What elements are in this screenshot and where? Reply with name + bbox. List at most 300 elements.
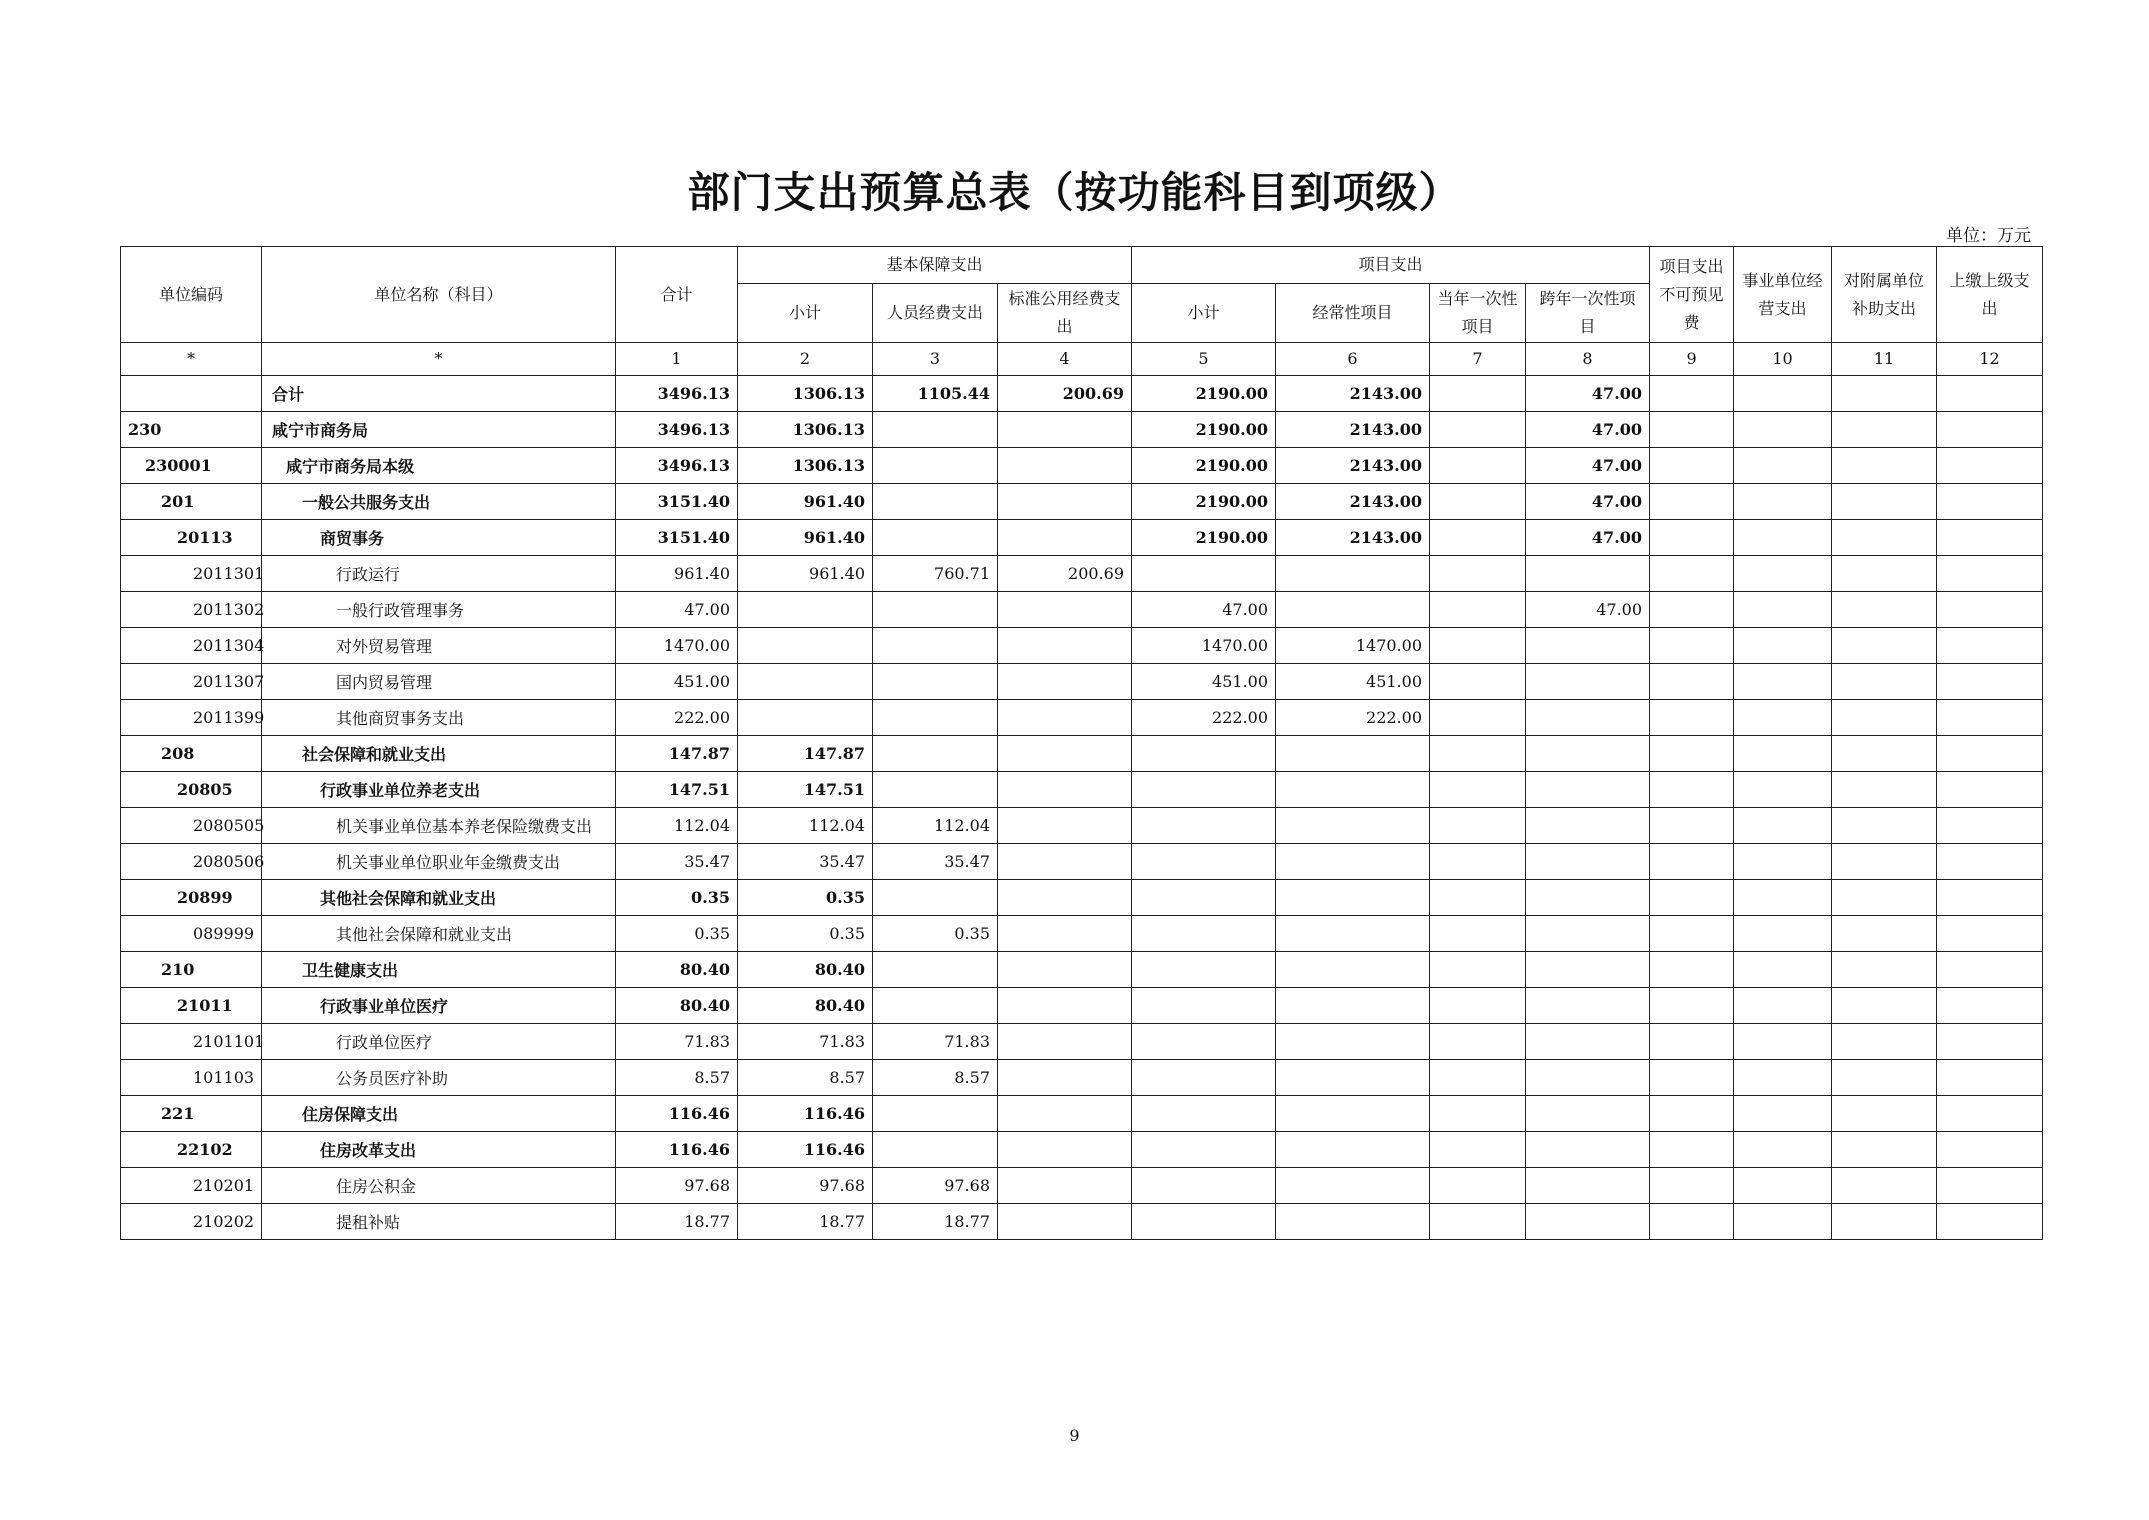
- amount-cell: [873, 664, 998, 700]
- header-upper: 上缴上级支出: [1937, 247, 2043, 343]
- table-row: [121, 376, 2043, 412]
- amount-cell: [873, 448, 998, 484]
- amount-cell: [1832, 1060, 1937, 1096]
- amount-cell: [1832, 376, 1937, 412]
- amount-cell: [1650, 1024, 1734, 1060]
- amount-cell: [1832, 556, 1937, 592]
- amount-cell: 1105.44: [873, 376, 998, 412]
- index-cell: 8: [1526, 343, 1650, 376]
- index-cell: 11: [1832, 343, 1937, 376]
- amount-cell: [1132, 736, 1276, 772]
- amount-cell: [1832, 1024, 1937, 1060]
- amount-cell: [1937, 1024, 2043, 1060]
- amount-cell: [1734, 1060, 1832, 1096]
- table-row: [121, 808, 2043, 844]
- amount-cell: 2190.00: [1132, 376, 1276, 412]
- unit-name-cell: 咸宁市商务局: [262, 412, 616, 448]
- amount-cell: [1526, 952, 1650, 988]
- amount-cell: 3151.40: [616, 484, 738, 520]
- unit-code-cell: [121, 376, 262, 412]
- amount-cell: [873, 880, 998, 916]
- amount-cell: [873, 1096, 998, 1132]
- amount-cell: 35.47: [738, 844, 873, 880]
- amount-cell: [1937, 772, 2043, 808]
- amount-cell: [1650, 772, 1734, 808]
- table-row: [121, 1060, 2043, 1096]
- table-row: [121, 592, 2043, 628]
- amount-cell: 80.40: [616, 952, 738, 988]
- amount-cell: 112.04: [616, 808, 738, 844]
- unit-name-cell: 行政事业单位养老支出: [262, 772, 616, 808]
- amount-cell: [1734, 952, 1832, 988]
- table-row: [121, 556, 2043, 592]
- table-row: [121, 736, 2043, 772]
- header-code: 单位编码: [121, 247, 262, 343]
- header-total: 合计: [616, 247, 738, 343]
- amount-cell: [1526, 916, 1650, 952]
- amount-cell: [1430, 1060, 1526, 1096]
- amount-cell: [998, 916, 1132, 952]
- amount-cell: 0.35: [616, 916, 738, 952]
- table-body: [121, 376, 2043, 1240]
- amount-cell: [1526, 1168, 1650, 1204]
- amount-cell: [1132, 1060, 1276, 1096]
- amount-cell: 18.77: [873, 1204, 998, 1240]
- amount-cell: [1276, 808, 1430, 844]
- amount-cell: [1526, 1204, 1650, 1240]
- unit-name-cell: 提租补贴: [262, 1204, 616, 1240]
- table-row: [121, 1096, 2043, 1132]
- amount-cell: [1937, 880, 2043, 916]
- unit-code-cell: 230: [121, 412, 262, 448]
- amount-cell: [1132, 1204, 1276, 1240]
- amount-cell: [1734, 736, 1832, 772]
- amount-cell: [1526, 772, 1650, 808]
- amount-cell: [1276, 592, 1430, 628]
- unit-code-cell: 22102: [121, 1132, 262, 1168]
- index-cell: *: [262, 343, 616, 376]
- table-row: [121, 1132, 2043, 1168]
- amount-cell: 116.46: [738, 1132, 873, 1168]
- amount-cell: [1734, 412, 1832, 448]
- amount-cell: [998, 1024, 1132, 1060]
- index-cell: *: [121, 343, 262, 376]
- amount-cell: [1734, 988, 1832, 1024]
- unit-code-cell: 20805: [121, 772, 262, 808]
- table-row: [121, 988, 2043, 1024]
- amount-cell: [1832, 412, 1937, 448]
- amount-cell: [998, 952, 1132, 988]
- amount-cell: [998, 1060, 1132, 1096]
- amount-cell: 2143.00: [1276, 484, 1430, 520]
- amount-cell: [1430, 1204, 1526, 1240]
- amount-cell: [1430, 844, 1526, 880]
- amount-cell: [1650, 1204, 1734, 1240]
- amount-cell: 3496.13: [616, 448, 738, 484]
- amount-cell: 97.68: [616, 1168, 738, 1204]
- amount-cell: [873, 1132, 998, 1168]
- amount-cell: [1832, 592, 1937, 628]
- amount-cell: [1832, 880, 1937, 916]
- amount-cell: 47.00: [1526, 448, 1650, 484]
- amount-cell: 8.57: [616, 1060, 738, 1096]
- amount-cell: [1832, 916, 1937, 952]
- amount-cell: [1650, 592, 1734, 628]
- amount-cell: [1430, 484, 1526, 520]
- amount-cell: 0.35: [873, 916, 998, 952]
- amount-cell: [1937, 808, 2043, 844]
- amount-cell: [738, 592, 873, 628]
- amount-cell: [738, 700, 873, 736]
- amount-cell: [1937, 1132, 2043, 1168]
- amount-cell: [1276, 844, 1430, 880]
- table-row: [121, 484, 2043, 520]
- unit-name-cell: 一般行政管理事务: [262, 592, 616, 628]
- amount-cell: [873, 736, 998, 772]
- amount-cell: 961.40: [616, 556, 738, 592]
- amount-cell: [1734, 628, 1832, 664]
- amount-cell: [1430, 988, 1526, 1024]
- index-cell: 4: [998, 343, 1132, 376]
- amount-cell: [1430, 376, 1526, 412]
- unit-name-cell: 公务员医疗补助: [262, 1060, 616, 1096]
- amount-cell: [1937, 412, 2043, 448]
- amount-cell: [998, 988, 1132, 1024]
- amount-cell: [1650, 916, 1734, 952]
- unit-code-cell: 201: [121, 484, 262, 520]
- amount-cell: [1650, 808, 1734, 844]
- amount-cell: [1937, 664, 2043, 700]
- amount-cell: [873, 700, 998, 736]
- unit-code-cell: 2011307: [121, 664, 262, 700]
- amount-cell: [1937, 1204, 2043, 1240]
- amount-cell: [1526, 1024, 1650, 1060]
- amount-cell: [1526, 1132, 1650, 1168]
- amount-cell: [1832, 772, 1937, 808]
- unit-name-cell: 机关事业单位基本养老保险缴费支出: [262, 808, 616, 844]
- amount-cell: [1430, 556, 1526, 592]
- amount-cell: [1937, 520, 2043, 556]
- header-unpredictable: 项目支出不可预见费: [1650, 247, 1734, 343]
- amount-cell: [1276, 916, 1430, 952]
- amount-cell: [998, 700, 1132, 736]
- index-cell: 2: [738, 343, 873, 376]
- amount-cell: 71.83: [738, 1024, 873, 1060]
- amount-cell: [1276, 1132, 1430, 1168]
- amount-cell: [1276, 1168, 1430, 1204]
- amount-cell: [1734, 520, 1832, 556]
- amount-cell: [1526, 844, 1650, 880]
- amount-cell: [1526, 880, 1650, 916]
- amount-cell: [1650, 448, 1734, 484]
- amount-cell: 0.35: [616, 880, 738, 916]
- unit-code-cell: 2011304: [121, 628, 262, 664]
- amount-cell: 0.35: [738, 880, 873, 916]
- amount-cell: [1734, 1168, 1832, 1204]
- amount-cell: [738, 628, 873, 664]
- amount-cell: [1526, 664, 1650, 700]
- amount-cell: [1526, 1060, 1650, 1096]
- budget-table: [120, 246, 2043, 1240]
- amount-cell: [1276, 1096, 1430, 1132]
- amount-cell: [1650, 844, 1734, 880]
- amount-cell: [1650, 664, 1734, 700]
- index-cell: 1: [616, 343, 738, 376]
- amount-cell: [1526, 700, 1650, 736]
- amount-cell: [1734, 1096, 1832, 1132]
- amount-cell: [1734, 1132, 1832, 1168]
- amount-cell: 2143.00: [1276, 376, 1430, 412]
- amount-cell: [1734, 772, 1832, 808]
- amount-cell: 18.77: [616, 1204, 738, 1240]
- amount-cell: [1430, 772, 1526, 808]
- amount-cell: [1650, 1096, 1734, 1132]
- table-row: [121, 1204, 2043, 1240]
- header-basic-group: 基本保障支出: [738, 247, 1132, 284]
- header-business: 事业单位经营支出: [1734, 247, 1832, 343]
- amount-cell: [1734, 916, 1832, 952]
- amount-cell: 961.40: [738, 556, 873, 592]
- header-standard-public: 标准公用经费支出: [998, 284, 1132, 343]
- unit-name-cell: 卫生健康支出: [262, 952, 616, 988]
- amount-cell: [873, 628, 998, 664]
- amount-cell: [1832, 448, 1937, 484]
- amount-cell: [998, 880, 1132, 916]
- amount-cell: [873, 772, 998, 808]
- amount-cell: [1430, 628, 1526, 664]
- amount-cell: [1430, 916, 1526, 952]
- amount-cell: [1276, 772, 1430, 808]
- amount-cell: 3496.13: [616, 376, 738, 412]
- amount-cell: 71.83: [873, 1024, 998, 1060]
- amount-cell: [1937, 556, 2043, 592]
- header-basic-subtotal: 小计: [738, 284, 873, 343]
- amount-cell: [1650, 736, 1734, 772]
- amount-cell: 3151.40: [616, 520, 738, 556]
- amount-cell: [998, 520, 1132, 556]
- amount-cell: 1470.00: [616, 628, 738, 664]
- amount-cell: [1430, 412, 1526, 448]
- header-recurring: 经常性项目: [1276, 284, 1430, 343]
- unit-code-cell: 2011301: [121, 556, 262, 592]
- amount-cell: 71.83: [616, 1024, 738, 1060]
- header-project-subtotal: 小计: [1132, 284, 1276, 343]
- amount-cell: 35.47: [616, 844, 738, 880]
- amount-cell: [1132, 988, 1276, 1024]
- amount-cell: [873, 520, 998, 556]
- amount-cell: 2143.00: [1276, 520, 1430, 556]
- amount-cell: [1430, 664, 1526, 700]
- amount-cell: [1734, 376, 1832, 412]
- amount-cell: 222.00: [616, 700, 738, 736]
- unit-name-cell: 一般公共服务支出: [262, 484, 616, 520]
- amount-cell: 961.40: [738, 520, 873, 556]
- amount-cell: [998, 1132, 1132, 1168]
- amount-cell: [998, 736, 1132, 772]
- unit-code-cell: 2101101: [121, 1024, 262, 1060]
- amount-cell: [1430, 520, 1526, 556]
- amount-cell: [1650, 880, 1734, 916]
- unit-code-cell: 210: [121, 952, 262, 988]
- amount-cell: [1430, 700, 1526, 736]
- amount-cell: 760.71: [873, 556, 998, 592]
- table-row: [121, 412, 2043, 448]
- unit-code-cell: 2080506: [121, 844, 262, 880]
- amount-cell: [1276, 556, 1430, 592]
- amount-cell: 451.00: [1276, 664, 1430, 700]
- amount-cell: [998, 448, 1132, 484]
- table-row: [121, 844, 2043, 880]
- unit-code-cell: 221: [121, 1096, 262, 1132]
- amount-cell: [1734, 1204, 1832, 1240]
- index-cell: 3: [873, 343, 998, 376]
- amount-cell: [998, 1204, 1132, 1240]
- amount-cell: [1832, 520, 1937, 556]
- amount-cell: 200.69: [998, 556, 1132, 592]
- amount-cell: 200.69: [998, 376, 1132, 412]
- amount-cell: [1430, 1096, 1526, 1132]
- amount-cell: [1430, 448, 1526, 484]
- amount-cell: [1276, 1204, 1430, 1240]
- amount-cell: [1832, 736, 1937, 772]
- amount-cell: [1276, 736, 1430, 772]
- amount-cell: 222.00: [1132, 700, 1276, 736]
- header-project-group: 项目支出: [1132, 247, 1650, 284]
- amount-cell: [1937, 1060, 2043, 1096]
- table-row: [121, 1168, 2043, 1204]
- amount-cell: [1832, 484, 1937, 520]
- amount-cell: 1306.13: [738, 448, 873, 484]
- amount-cell: [1650, 628, 1734, 664]
- unit-code-cell: 20113: [121, 520, 262, 556]
- amount-cell: [873, 952, 998, 988]
- index-cell: 7: [1430, 343, 1526, 376]
- unit-code-cell: 210201: [121, 1168, 262, 1204]
- amount-cell: [1650, 1168, 1734, 1204]
- table-row: [121, 772, 2043, 808]
- amount-cell: 1306.13: [738, 412, 873, 448]
- amount-cell: [1832, 1204, 1937, 1240]
- amount-cell: [1937, 736, 2043, 772]
- amount-cell: [1937, 628, 2043, 664]
- amount-cell: [1937, 592, 2043, 628]
- amount-cell: [1734, 556, 1832, 592]
- amount-cell: 116.46: [738, 1096, 873, 1132]
- amount-cell: [1832, 988, 1937, 1024]
- unit-code-cell: 20899: [121, 880, 262, 916]
- amount-cell: 112.04: [873, 808, 998, 844]
- table-row: [121, 628, 2043, 664]
- amount-cell: [998, 844, 1132, 880]
- amount-cell: [1430, 1168, 1526, 1204]
- amount-cell: [1276, 1024, 1430, 1060]
- unit-name-cell: 行政单位医疗: [262, 1024, 616, 1060]
- amount-cell: [1832, 1132, 1937, 1168]
- amount-cell: 18.77: [738, 1204, 873, 1240]
- header-personnel: 人员经费支出: [873, 284, 998, 343]
- header-onetime-current: 当年一次性项目: [1430, 284, 1526, 343]
- unit-name-cell: 商贸事务: [262, 520, 616, 556]
- amount-cell: [1430, 736, 1526, 772]
- amount-cell: [998, 1096, 1132, 1132]
- unit-name-cell: 行政运行: [262, 556, 616, 592]
- amount-cell: [998, 664, 1132, 700]
- unit-name-cell: 合计: [262, 376, 616, 412]
- amount-cell: [1734, 448, 1832, 484]
- amount-cell: [1430, 592, 1526, 628]
- amount-cell: [1832, 664, 1937, 700]
- amount-cell: [1832, 628, 1937, 664]
- amount-cell: [873, 412, 998, 448]
- amount-cell: [1132, 1096, 1276, 1132]
- amount-cell: [1526, 988, 1650, 1024]
- amount-cell: [1734, 880, 1832, 916]
- header-index-row: [121, 343, 2043, 376]
- amount-cell: [1734, 700, 1832, 736]
- amount-cell: [1832, 808, 1937, 844]
- unit-code-cell: 208: [121, 736, 262, 772]
- amount-cell: 2190.00: [1132, 520, 1276, 556]
- amount-cell: [998, 628, 1132, 664]
- unit-code-cell: 210202: [121, 1204, 262, 1240]
- amount-cell: [1650, 412, 1734, 448]
- amount-cell: 47.00: [1526, 412, 1650, 448]
- amount-cell: [1650, 484, 1734, 520]
- amount-cell: 2143.00: [1276, 412, 1430, 448]
- table-row: [121, 700, 2043, 736]
- page-title: 部门支出预算总表（按功能科目到项级）: [687, 168, 1462, 217]
- amount-cell: 2190.00: [1132, 412, 1276, 448]
- amount-cell: [998, 412, 1132, 448]
- amount-cell: 1470.00: [1132, 628, 1276, 664]
- unit-name-cell: 对外贸易管理: [262, 628, 616, 664]
- amount-cell: [1650, 556, 1734, 592]
- table-row: [121, 448, 2043, 484]
- unit-code-cell: 2011399: [121, 700, 262, 736]
- amount-cell: [873, 484, 998, 520]
- amount-cell: [1132, 808, 1276, 844]
- amount-cell: [1132, 880, 1276, 916]
- amount-cell: 2143.00: [1276, 448, 1430, 484]
- unit-name-cell: 国内贸易管理: [262, 664, 616, 700]
- amount-cell: [1650, 952, 1734, 988]
- amount-cell: 1306.13: [738, 376, 873, 412]
- amount-cell: [873, 592, 998, 628]
- amount-cell: [1276, 988, 1430, 1024]
- amount-cell: [1650, 988, 1734, 1024]
- amount-cell: 35.47: [873, 844, 998, 880]
- unit-code-cell: 230001: [121, 448, 262, 484]
- amount-cell: [998, 1168, 1132, 1204]
- amount-cell: [1734, 808, 1832, 844]
- amount-cell: [1430, 1024, 1526, 1060]
- amount-cell: 80.40: [738, 988, 873, 1024]
- amount-cell: [1937, 988, 2043, 1024]
- page-number: 9: [1069, 1426, 1080, 1445]
- amount-cell: [1734, 664, 1832, 700]
- amount-cell: 47.00: [1526, 592, 1650, 628]
- amount-cell: [1430, 808, 1526, 844]
- unit-name-cell: 其他商贸事务支出: [262, 700, 616, 736]
- amount-cell: [1937, 916, 2043, 952]
- amount-cell: [1132, 772, 1276, 808]
- amount-cell: 80.40: [738, 952, 873, 988]
- header-subsidiary: 对附属单位补助支出: [1832, 247, 1937, 343]
- amount-cell: [1526, 1096, 1650, 1132]
- amount-cell: [1734, 844, 1832, 880]
- amount-cell: 116.46: [616, 1132, 738, 1168]
- amount-cell: [1430, 952, 1526, 988]
